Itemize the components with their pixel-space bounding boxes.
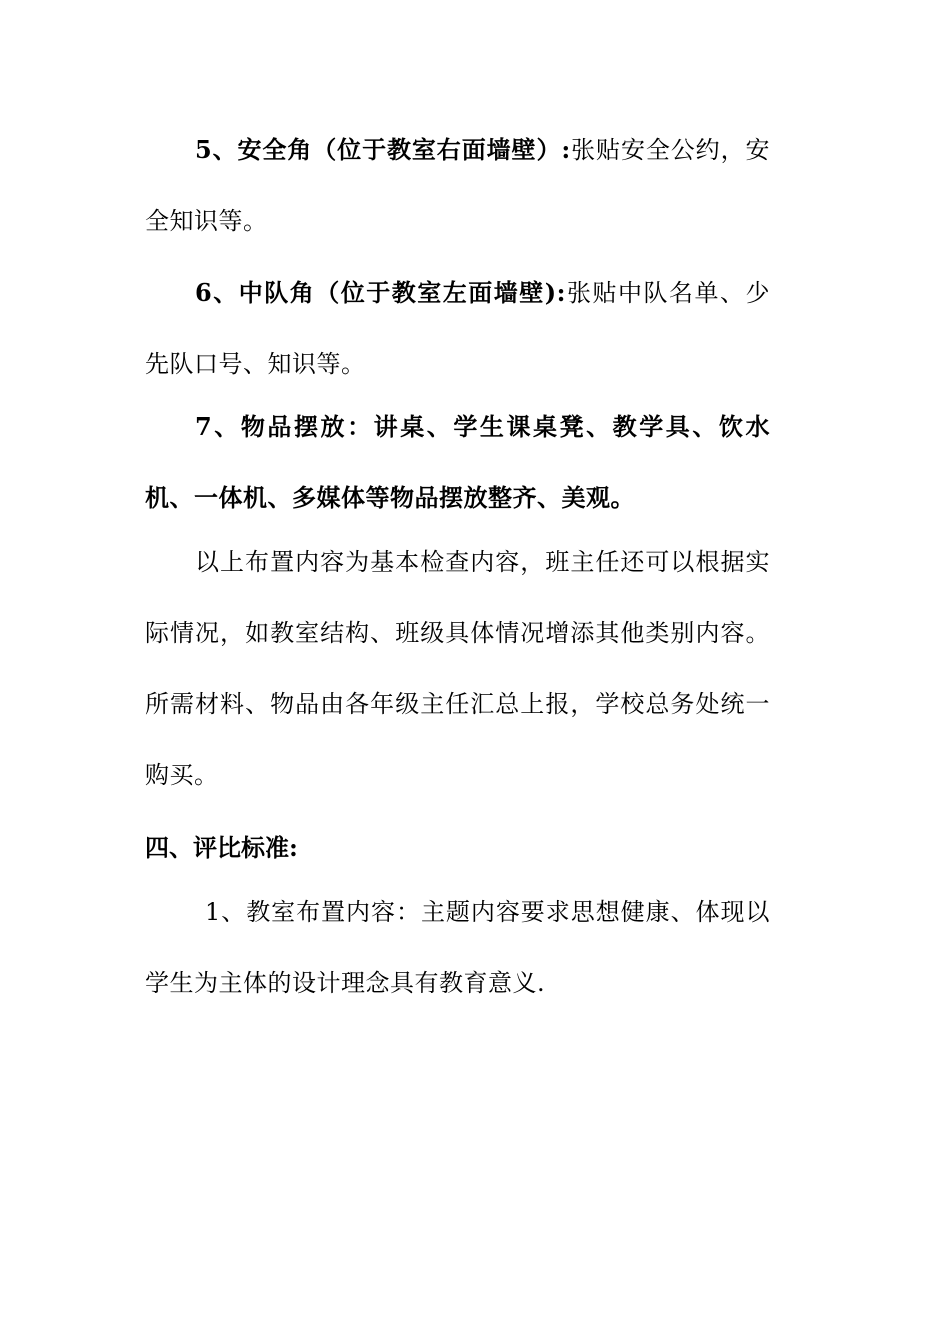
layout-note: 以上布置内容为基本检查内容，班主任还可以根据实际情况，如教室结构、班级具体情况增添其他类别内容。所需材料、物品由各年级主任汇总上报，学校总务处统一购买。 <box>145 548 770 789</box>
section-heading-criteria: 四、评比标准: <box>145 833 298 862</box>
item-6-text: 张贴中队名单、少先队口号、知识等。 <box>145 279 770 378</box>
item-5-text: 张贴安全公约，安全知识等。 <box>145 136 771 235</box>
item-7-title: 7、物品摆放：讲桌、学生课桌凳、教学具、饮水机、一体机、多媒体等物品摆放整齐、美观。 <box>145 412 770 512</box>
item-5-safety-corner <box>145 114 770 257</box>
item-6-squad-corner <box>145 257 770 400</box>
item-6-title: 6、中队角（位于教室左面墙壁): <box>195 278 566 307</box>
item-5-title: 5、安全角（位于教室右面墙壁）: <box>195 135 571 164</box>
criteria-item-1: 1、教室布置内容：主题内容要求思想健康、体现以学生为主体的设计理念具有教育意义. <box>145 898 770 997</box>
item-7-item-placement <box>145 391 770 533</box>
